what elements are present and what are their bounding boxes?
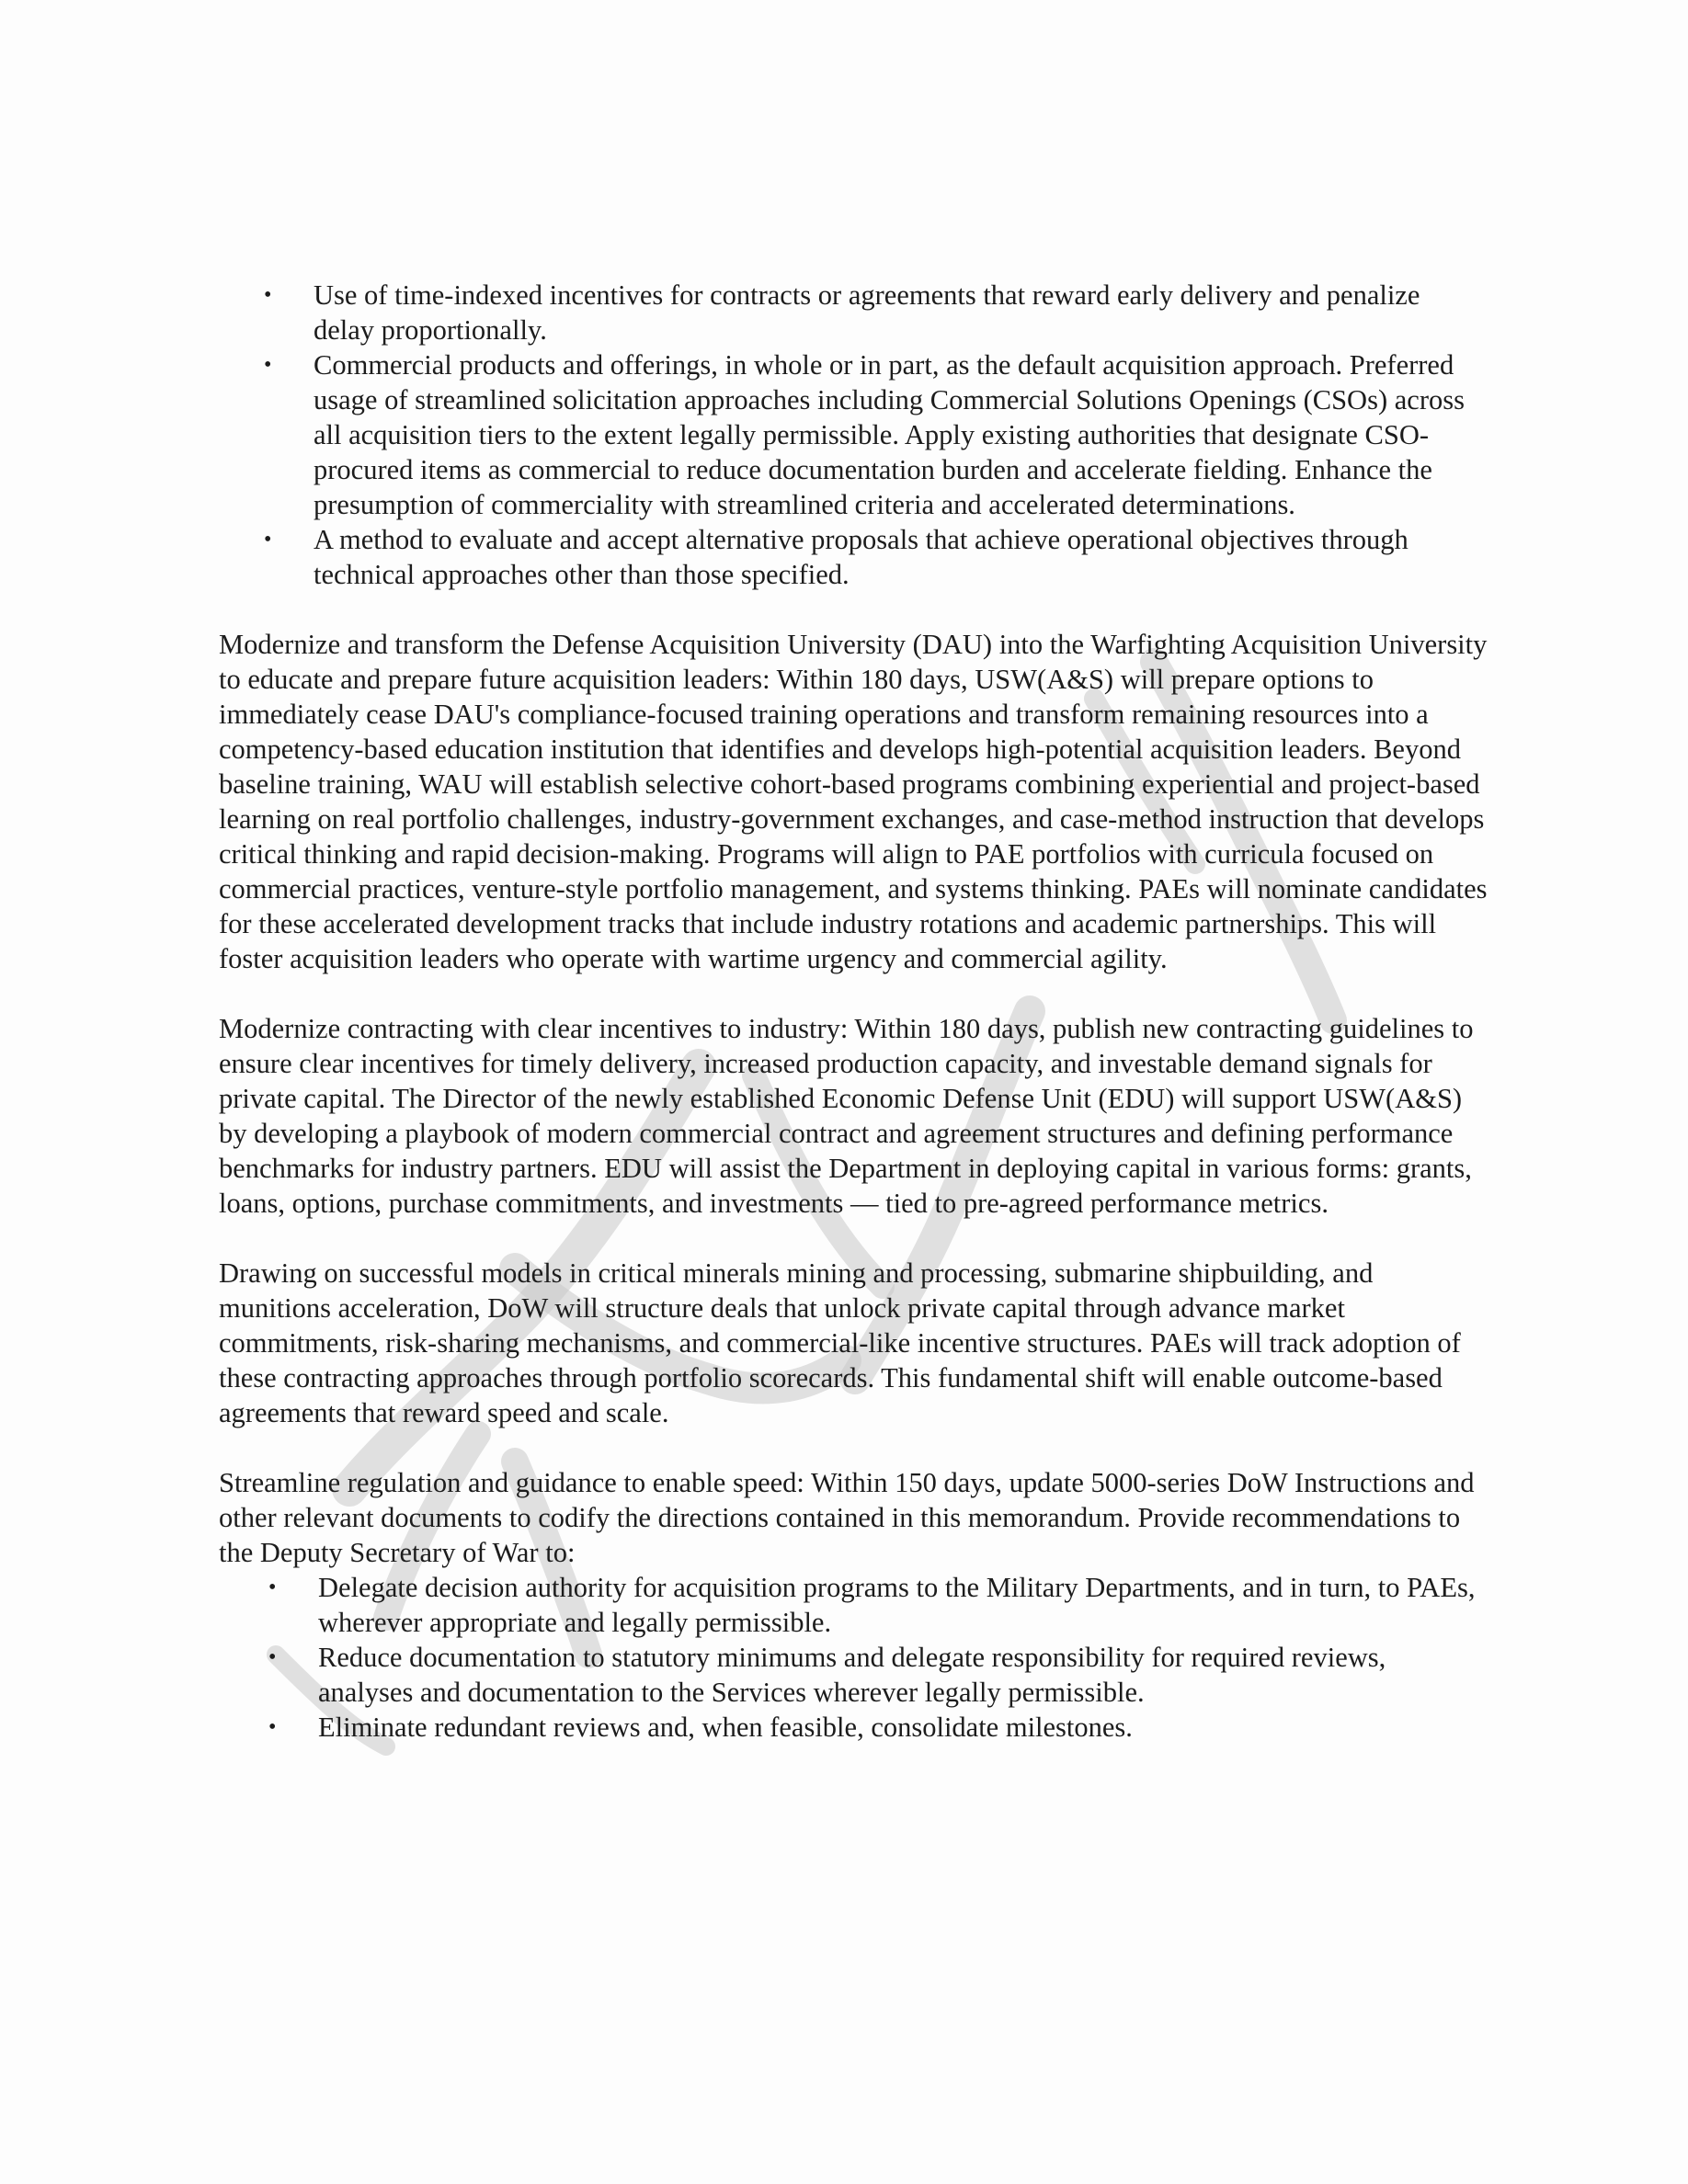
top-bullet-list — [219, 278, 1488, 592]
list-item-text: Eliminate redundant reviews and, when feasible, consolidate milestones. — [318, 1712, 1133, 1743]
bullet-icon: • — [264, 528, 272, 552]
spacer — [219, 1430, 1488, 1465]
spacer — [219, 976, 1488, 1011]
paragraph-contracting: Modernize contracting with clear incentives to industry: Within 180 days, publish new contracting guidelines to ensure clear incentives for timely delivery, increased production capacity, and investable demand signals for private capital. The Director of the newly established Economic Defense Unit (EDU) will support USW(A&S) by developing a playbook of modern commercial contract and agreement structures and defining performance benchmarks for industry partners. EDU will assist the Department in deploying capital in various forms: grants, loans, options, purchase commitments, and investments — tied to pre-agreed performance metrics. — [219, 1013, 1474, 1219]
bullet-icon: • — [264, 283, 272, 307]
list-item — [219, 278, 1488, 347]
bullet-icon: • — [264, 353, 272, 377]
document-body — [219, 278, 1488, 1745]
bottom-bullet-list — [219, 1570, 1488, 1745]
list-item-text: Delegate decision authority for acquisition programs to the Military Departments, and in turn, to PAEs, wherever appropriate and legally permissible. — [318, 1572, 1476, 1638]
paragraph-models: Drawing on successful models in critical minerals mining and processing, submarine shipbuilding, and munitions acceleration, DoW will structure deals that unlock private capital through advance market commitments, risk-sharing mechanisms, and commercial-like incentive structures. PAEs will track adoption of these contracting approaches through portfolio scorecards. This fundamental shift will enable outcome-based agreements that reward speed and scale. — [219, 1257, 1461, 1428]
bullet-icon: • — [268, 1575, 277, 1599]
bullet-icon: • — [268, 1645, 277, 1669]
list-item — [219, 347, 1488, 522]
paragraph-streamline: Streamline regulation and guidance to enable speed: Within 150 days, update 5000-series DoW Instructions and other relevant documents to codify the directions contained in this memorandum. Provide recommendations to the Deputy Secretary of War to: — [219, 1467, 1475, 1568]
spacer — [219, 1221, 1488, 1256]
list-item-text: Reduce documentation to statutory minimums and delegate responsibility for required reviews, analyses and documentation to the Services wherever legally permissible. — [318, 1642, 1386, 1708]
list-item — [219, 1570, 1488, 1640]
list-item-text: Use of time-indexed incentives for contracts or agreements that reward early delivery and penalize delay proportionally. — [314, 279, 1420, 346]
list-item-text: Commercial products and offerings, in whole or in part, as the default acquisition approach. Preferred usage of streamlined solicitation approaches including Commercial Solutions Openings (CSOs) across all acquisition tiers to the extent legally permissible. Apply existing authorities that designate CSO-procured items as commercial to reduce documentation burden and accelerate fielding. Enhance the presumption of commerciality with streamlined criteria and accelerated determinations. — [314, 349, 1465, 520]
paragraph-dau: Modernize and transform the Defense Acquisition University (DAU) into the Warfighting Acquisition University to educate and prepare future acquisition leaders: Within 180 days, USW(A&S) will prepare options to immediately cease DAU's compliance-focused training operations and transform remaining resources into a competency-based education institution that identifies and develops high-potential acquisition leaders. Beyond baseline training, WAU will establish selective cohort-based programs combining experiential and project-based learning on real portfolio challenges, industry-government exchanges, and case-method instruction that develops critical thinking and rapid decision-making. Programs will align to PAE portfolios with curricula focused on commercial practices, venture-style portfolio management, and systems thinking. PAEs will nominate candidates for these accelerated development tracks that include industry rotations and academic partnerships. This will foster acquisition leaders who operate with wartime urgency and commercial agility. — [219, 629, 1488, 974]
bullet-icon: • — [268, 1715, 277, 1739]
list-item — [219, 1640, 1488, 1710]
list-item-text: A method to evaluate and accept alternative proposals that achieve operational objectives through technical approaches other than those specified. — [314, 524, 1409, 590]
spacer — [219, 592, 1488, 627]
list-item — [219, 522, 1488, 592]
list-item — [219, 1710, 1488, 1745]
